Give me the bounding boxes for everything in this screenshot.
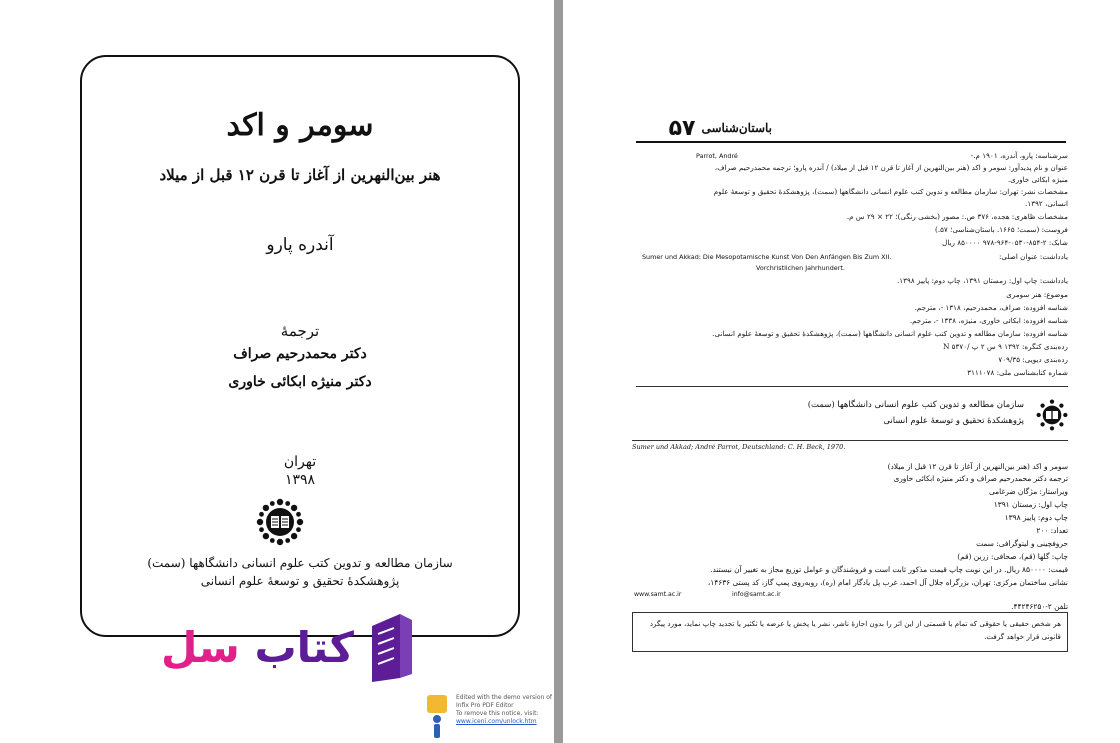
watermark-text-main: کتاب xyxy=(254,623,354,672)
imprint-line: ترجمه دکتر محمدرحیم صراف و دکتر منیژه ابکائی خاوری xyxy=(893,474,1068,483)
demo-notice-line-1: Edited with the demo version of xyxy=(456,694,553,701)
original-edition xyxy=(632,440,1068,451)
cip-line: رده‌بندی دیویی: ۷۰۹/۳۵ xyxy=(998,355,1068,364)
imprint-line: چاپ: گلها (قم)، صحافی: زرین (قم) xyxy=(957,552,1068,561)
cip-line: رده‌بندی کنگره: ۱۳۹۲ ۹ س ۲ پ /N ۵۳۷۰ xyxy=(943,342,1068,351)
book-subtitle: هنر بین‌النهرین از آغاز تا قرن ۱۲ قبل از میلاد xyxy=(159,166,441,184)
cip-line: مشخصات ظاهری: هجده، ۳۷۶ ص.: مصور (بخشی رنگی)؛ ۲۲ × ۲۹ س م. xyxy=(846,212,1068,221)
cip-line: مشخصات نشر: تهران: سازمان مطالعه و تدوین کتب علوم انسانی دانشگاهها (سمت)، پژوهشکدهٔ تحقیق و توسعهٔ علوم xyxy=(713,187,1068,196)
cip-line: عنوان و نام پدیدآور: سومر و اکد (هنر بین‌النهرین از آغاز تا قرن ۱۲ قبل از میلاد) / آندره پارو؛ ترجمه محمدرحیم صراف، xyxy=(714,163,1068,172)
cip-line-latin: Parrot, André xyxy=(696,152,738,160)
publication-city: تهران xyxy=(283,454,317,470)
email-text: info@samt.ac.ir xyxy=(732,591,781,598)
demo-notice xyxy=(456,694,554,726)
cip-line: یادداشت: عنوان اصلی: xyxy=(999,252,1068,261)
watermark-text-accent: سل xyxy=(161,623,240,672)
translator-1: دکتر محمدرحیم صراف xyxy=(233,346,367,362)
imprint-line: نشانی ساختمان مرکزی: تهران، بزرگراه جلال آل احمد، غرب پل یادگار امام (ره)، روبه‌روی پمپ گاز، کد پستی ۱۴۶۳۶، xyxy=(707,578,1068,587)
demo-notice-line-3: To remove this notice, visit: xyxy=(456,710,539,717)
imprint-line: ویراستار: مژگان ضرغامی xyxy=(988,487,1068,496)
imprint-line: حروفچینی و لیتوگرافی: سمت xyxy=(976,539,1068,548)
publisher-emblem-icon xyxy=(1036,399,1068,431)
series-rule xyxy=(636,141,1066,143)
series-label: باستان‌شناسی xyxy=(701,121,772,135)
cip-line-latin: Vorchristlichen Jahrhundert. xyxy=(756,264,845,272)
publisher-emblem-icon xyxy=(256,498,304,546)
cip-rule xyxy=(636,386,1068,387)
imprint-line: چاپ دوم: پاییز ۱۳۹۸ xyxy=(1004,513,1068,522)
cip-line: شناسه افزوده: صراف، محمدرحیم، ۱۳۱۸ -، مترجم. xyxy=(914,303,1068,312)
cip-line: شابک: ۲-۸۵۴-۰۵۳۰-۹۶۴-۹۷۸ ۸۵۰۰۰۰ ریال xyxy=(942,238,1068,247)
demo-notice-line-2: Infix Pro PDF Editor xyxy=(456,702,514,709)
cip-line: یادداشت: چاپ اول: زمستان ۱۳۹۱، چاپ دوم: پاییز ۱۳۹۸. xyxy=(896,276,1068,285)
translator-2: دکتر منیژه ابکائی خاوری xyxy=(228,374,372,390)
imprint-line: تلفن ۲-۴۴۲۴۶۲۵۰. xyxy=(1011,602,1068,611)
cip-line: شناسه افزوده: سازمان مطالعه و تدوین کتب علوم انسانی دانشگاهها (سمت)، پژوهشکدهٔ تحقیق و توسعهٔ علوم انسانی. xyxy=(712,329,1068,338)
publisher-line-2: پژوهشکدهٔ تحقیق و توسعهٔ علوم انسانی xyxy=(200,574,400,588)
cip-line: فروست: (سمت؛ ۱۶۶۵. باستان‌شناسی؛ ۵۷.) xyxy=(935,225,1068,234)
rights-notice: هر شخص حقیقی یا حقوقی که تمام یا قسمتی از این اثر را بدون اجازهٔ ناشر، نشر یا پخش یا عرضه یا تکثیر یا تجدید چاپ نماید، مورد پیگرد قانونی قرار خواهد گرفت. xyxy=(632,612,1068,652)
cip-line: موضوع: هنر سومری xyxy=(1006,290,1068,299)
watermark-text xyxy=(150,612,365,684)
imprint-line: تعداد: ۲۰۰ xyxy=(1036,526,1068,535)
translation-label: ترجمهٔ xyxy=(280,322,320,340)
cip-line-latin: Sumer und Akkad: Die Mesopotamische Kunst Von Den Anfängen Bis Zum XII. xyxy=(642,253,892,261)
series-number: ۵۷ xyxy=(668,115,696,141)
publisher-line-1: سازمان مطالعه و تدوین کتب علوم انسانی دانشگاهها (سمت) xyxy=(147,556,453,570)
cip-line: شناسه افزوده: ابکائی خاوری، منیژه، ۱۳۳۸ -، مترجم. xyxy=(909,316,1068,325)
book-title: سومر و اکد xyxy=(226,108,374,143)
author-name: آندره پارو xyxy=(266,235,334,255)
publisher-line-2: پژوهشکدهٔ تحقیق و توسعهٔ علوم انسانی xyxy=(883,416,1024,426)
cip-line: سرشناسه: پارو، آندره، ۱۹۰۱ م.- xyxy=(970,151,1068,160)
infix-logo-icon xyxy=(425,695,449,739)
imprint-line: سومر و اکد (هنر بین‌النهرین از آغاز تا قرن ۱۲ قبل از میلاد) xyxy=(887,462,1068,471)
cip-line: انسانی، ۱۳۹۲. xyxy=(1025,199,1068,208)
publisher-block xyxy=(636,396,1068,434)
website-text: www.samt.ac.ir xyxy=(634,591,682,598)
cip-line: شماره کتابشناسی ملی: ۳۱۱۱۰۷۸ xyxy=(967,368,1068,377)
imprint-line: چاپ اول: زمستان ۱۳۹۱ xyxy=(993,500,1068,509)
cip-line: منیژه ابکائی خاوری. xyxy=(1007,175,1068,184)
series-header xyxy=(636,116,772,140)
imprint-line: قیمت: ۸۵۰۰۰۰ ریال. در این نوبت چاپ قیمت مذکور ثابت است و فروشندگان و عوامل توزیع مجاز به تغییر آن نیستند. xyxy=(710,565,1068,574)
original-edition-text: Sumer und Akkad; André Parrot, Deutschland: C. H. Beck, 1970. xyxy=(632,443,846,451)
publication-year: ۱۳۹۸ xyxy=(284,472,316,488)
publisher-line-1: سازمان مطالعه و تدوین کتب علوم انسانی دانشگاهها (سمت) xyxy=(807,400,1024,410)
demo-notice-link[interactable]: www.iceni.com/unlock.htm xyxy=(456,718,537,725)
